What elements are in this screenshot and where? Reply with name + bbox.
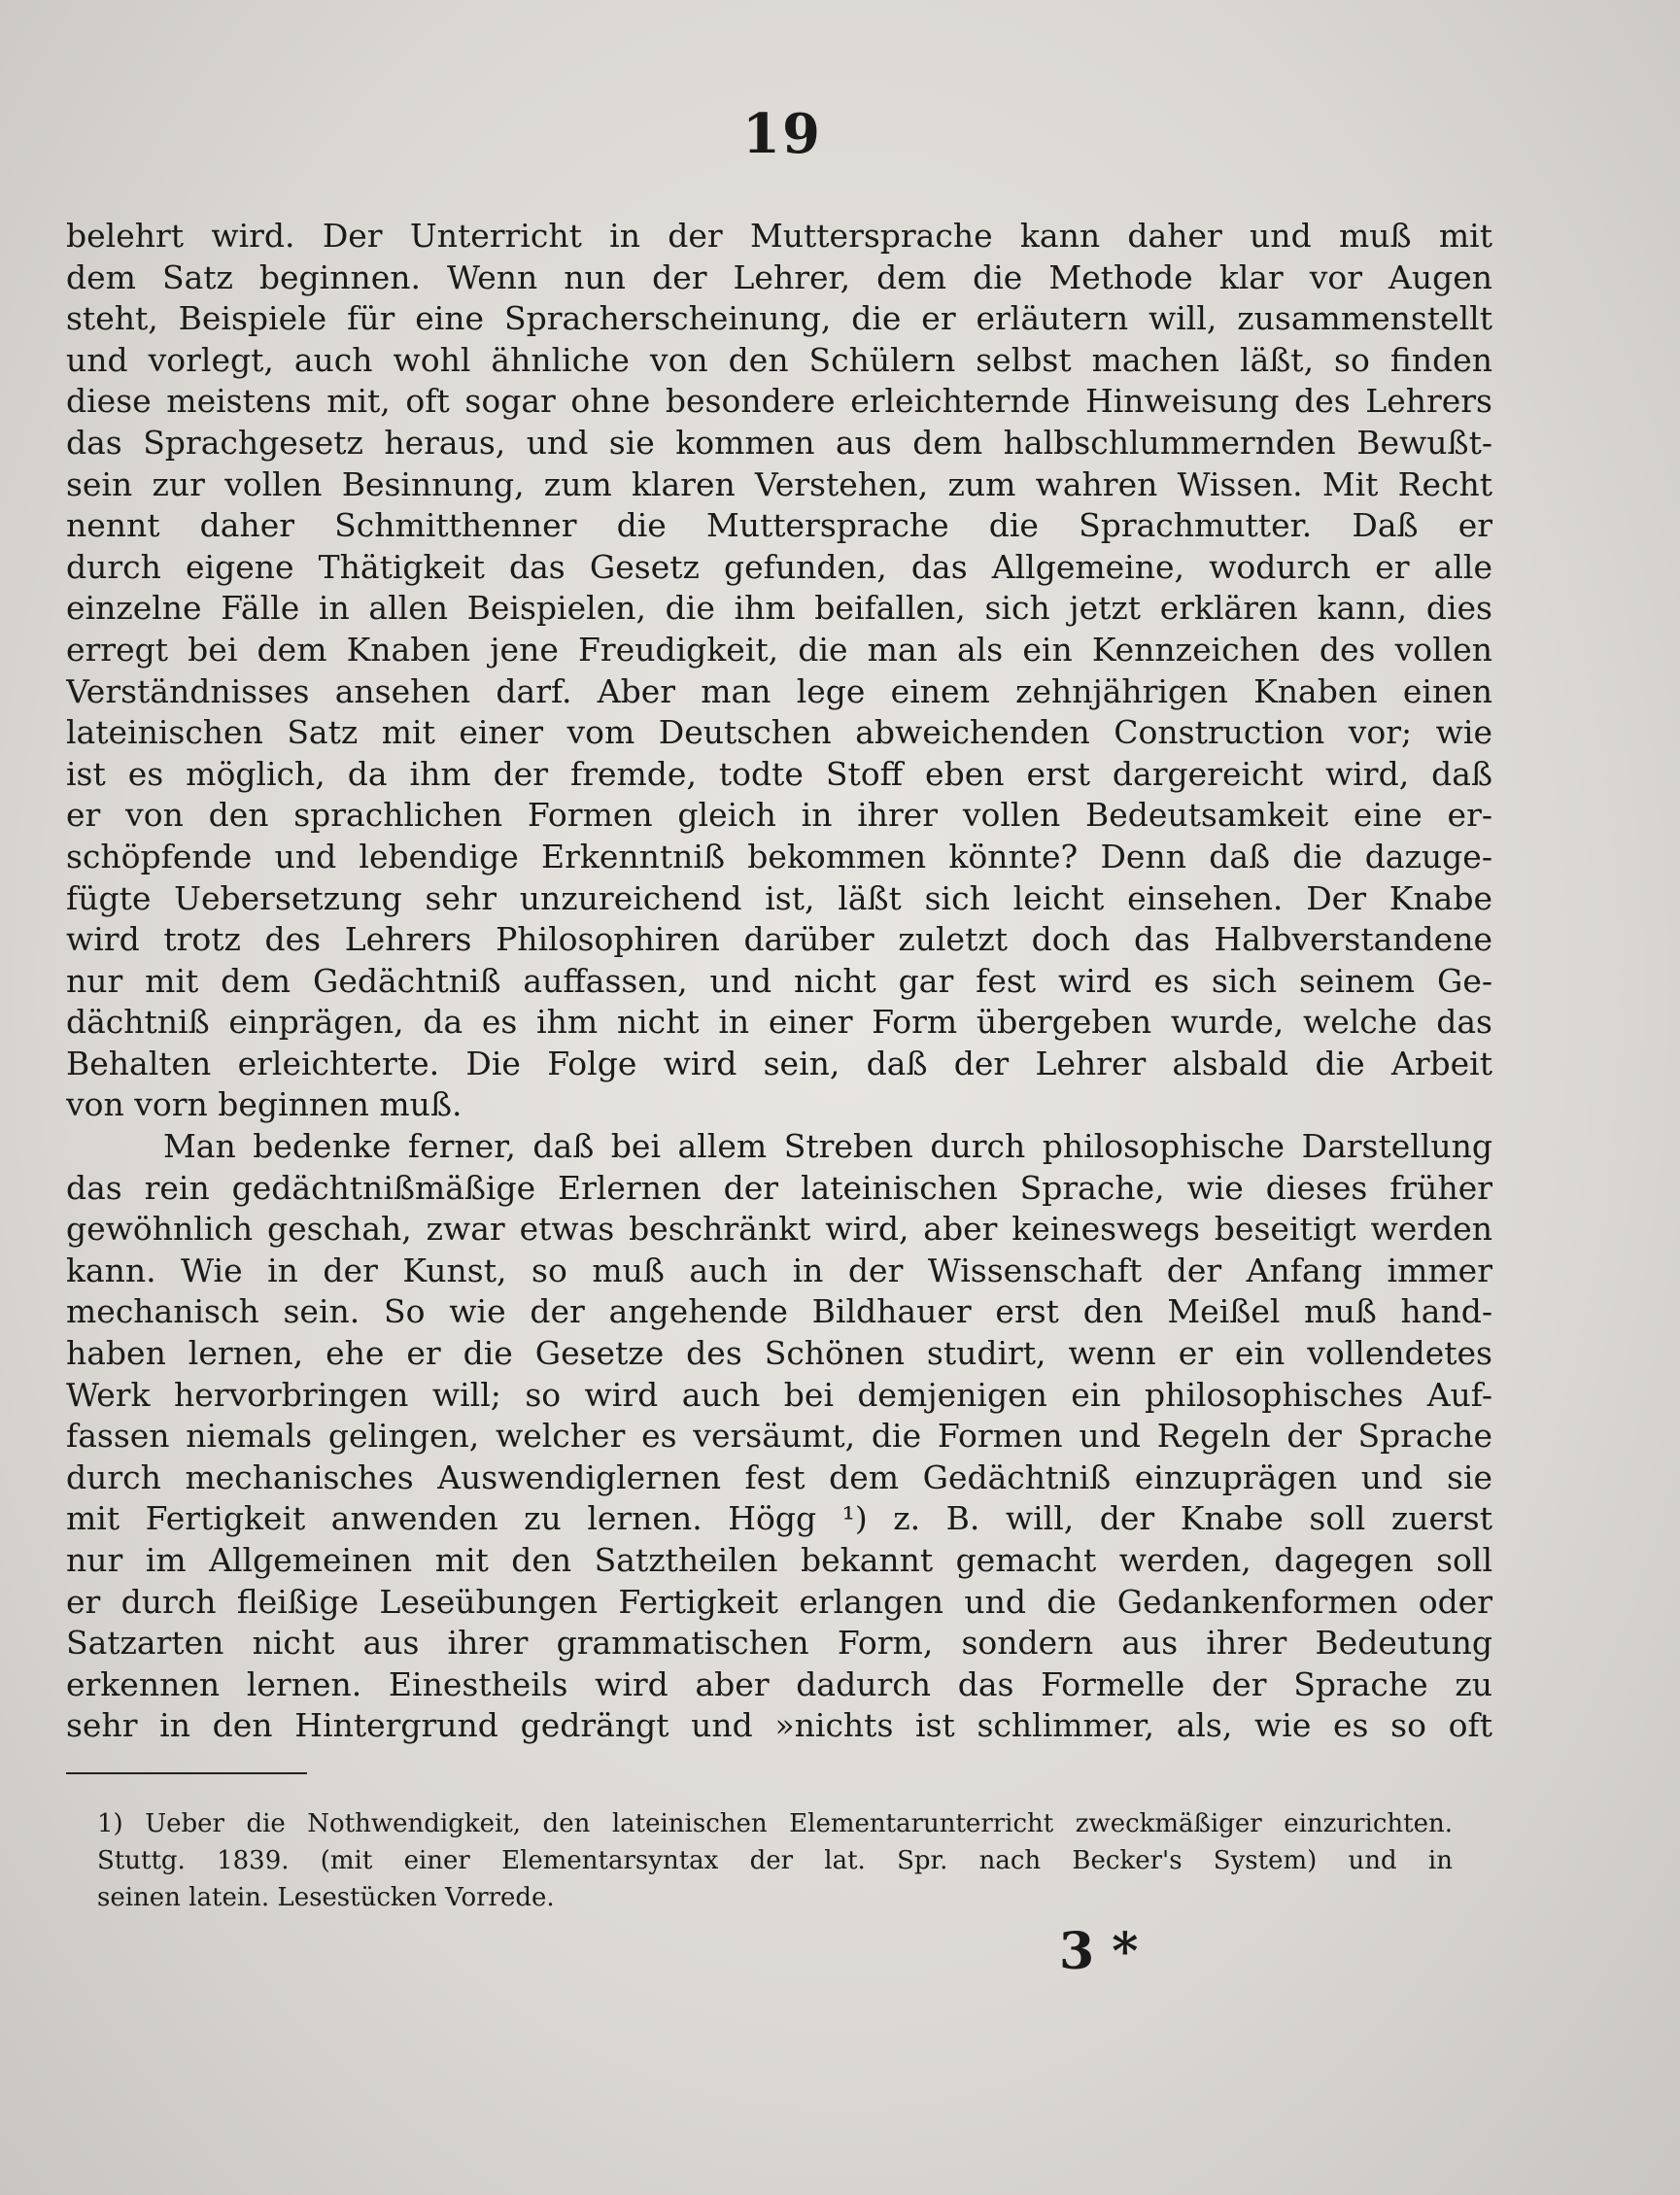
- page-number: 19: [742, 102, 822, 166]
- footnotes: [97, 1805, 1453, 1916]
- text-line: erregt bei dem Knaben jene Freudigkeit, die man als ein Kennzeichen des vollen: [66, 630, 1492, 669]
- text-line: diese meistens mit, oft sogar ohne besondere erleichternde Hinweisung des Lehrers: [66, 382, 1492, 421]
- text-line: nur mit dem Gedächtniß auffassen, und nicht gar fest wird es sich seinem Ge-: [66, 961, 1492, 1000]
- body-text: [66, 216, 1492, 1747]
- text-line: nur im Allgemeinen mit den Satztheilen bekannt gemacht werden, dagegen soll: [66, 1541, 1492, 1579]
- footnote-line: seinen latein. Lesestücken Vorrede.: [97, 1883, 555, 1912]
- text-line: sehr in den Hintergrund gedrängt und »nichts ist schlimmer, als, wie es so oft: [66, 1706, 1492, 1745]
- text-line: dächtniß einprägen, da es ihm nicht in einer Form übergeben wurde, welche das: [66, 1003, 1492, 1042]
- text-line: Satzarten nicht aus ihrer grammatischen Form, sondern aus ihrer Bedeutung: [66, 1624, 1492, 1663]
- text-line: dem Satz beginnen. Wenn nun der Lehrer, dem die Methode klar vor Augen: [66, 257, 1492, 296]
- text-line: durch eigene Thätigkeit das Gesetz gefunden, das Allgemeine, wodurch er alle: [66, 547, 1492, 586]
- text-line: fassen niemals gelingen, welcher es versäumt, die Formen und Regeln der Sprache: [66, 1417, 1492, 1456]
- signature-mark: 3 *: [1059, 1922, 1139, 1981]
- text-line: schöpfende und lebendige Erkenntniß bekommen könnte? Denn daß die dazuge-: [66, 837, 1492, 875]
- text-line: Behalten erleichterte. Die Folge wird sein, daß der Lehrer alsbald die Arbeit: [66, 1044, 1492, 1082]
- text-line: einzelne Fälle in allen Beispielen, die ihm beifallen, sich jetzt erklären kann, dies: [66, 589, 1492, 628]
- text-line: haben lernen, ehe er die Gesetze des Schönen studirt, wenn er ein vollendetes: [66, 1334, 1492, 1373]
- text-line: ist es möglich, da ihm der fremde, todte Stoff eben erst dargereicht wird, daß: [66, 754, 1492, 793]
- text-line: kann. Wie in der Kunst, so muß auch in der Wissenschaft der Anfang immer: [66, 1251, 1492, 1289]
- text-line: steht, Beispiele für eine Spracherscheinung, die er erläutern will, zusammenstellt: [66, 299, 1492, 338]
- text-line: von vorn beginnen muß.: [66, 1085, 463, 1124]
- text-line: das rein gedächtnißmäßige Erlernen der lateinischen Sprache, wie dieses früher: [66, 1168, 1492, 1207]
- text-line: sein zur vollen Besinnung, zum klaren Verstehen, zum wahren Wissen. Mit Recht: [66, 464, 1492, 503]
- footnote-line: Stuttg. 1839. (mit einer Elementarsyntax der lat. Spr. nach Becker's System) und in: [97, 1846, 1453, 1875]
- text-line: lateinischen Satz mit einer vom Deutschen abweichenden Construction vor; wie: [66, 713, 1492, 752]
- footnote-line: 1) Ueber die Nothwendigkeit, den lateinischen Elementarunterricht zweckmäßiger einzurichten.: [97, 1809, 1453, 1838]
- text-line: mit Fertigkeit anwenden zu lernen. Högg ¹) z. B. will, der Knabe soll zuerst: [66, 1499, 1492, 1538]
- text-line: das Sprachgesetz heraus, und sie kommen aus dem halbschlummernden Bewußt-: [66, 423, 1492, 462]
- text-line: belehrt wird. Der Unterricht in der Muttersprache kann daher und muß mit: [66, 217, 1492, 255]
- text-line: mechanisch sein. So wie der angehende Bildhauer erst den Meißel muß hand-: [66, 1292, 1492, 1331]
- text-line: fügte Uebersetzung sehr unzureichend ist, läßt sich leicht einsehen. Der Knabe: [66, 878, 1492, 917]
- text-line: Man bedenke ferner, daß bei allem Streben durch philosophische Darstellung: [163, 1127, 1492, 1166]
- text-line: nennt daher Schmitthenner die Muttersprache die Sprachmutter. Daß er: [66, 506, 1492, 545]
- text-line: er von den sprachlichen Formen gleich in ihrer vollen Bedeutsamkeit eine er-: [66, 796, 1492, 835]
- footnote-divider: [66, 1772, 307, 1774]
- text-line: Verständnisses ansehen darf. Aber man lege einem zehnjährigen Knaben einen: [66, 671, 1492, 710]
- text-line: Werk hervorbringen will; so wird auch bei demjenigen ein philosophisches Auf-: [66, 1375, 1492, 1414]
- text-line: er durch fleißige Leseübungen Fertigkeit erlangen und die Gedankenformen oder: [66, 1582, 1492, 1621]
- text-line: durch mechanisches Auswendiglernen fest dem Gedächtniß einzuprägen und sie: [66, 1458, 1492, 1496]
- text-line: wird trotz des Lehrers Philosophiren darüber zuletzt doch das Halbverstandene: [66, 920, 1492, 959]
- text-line: und vorlegt, auch wohl ähnliche von den Schülern selbst machen läßt, so finden: [66, 340, 1492, 379]
- text-line: gewöhnlich geschah, zwar etwas beschränkt wird, aber keineswegs beseitigt werden: [66, 1210, 1492, 1249]
- text-line: erkennen lernen. Einestheils wird aber dadurch das Formelle der Sprache zu: [66, 1664, 1492, 1703]
